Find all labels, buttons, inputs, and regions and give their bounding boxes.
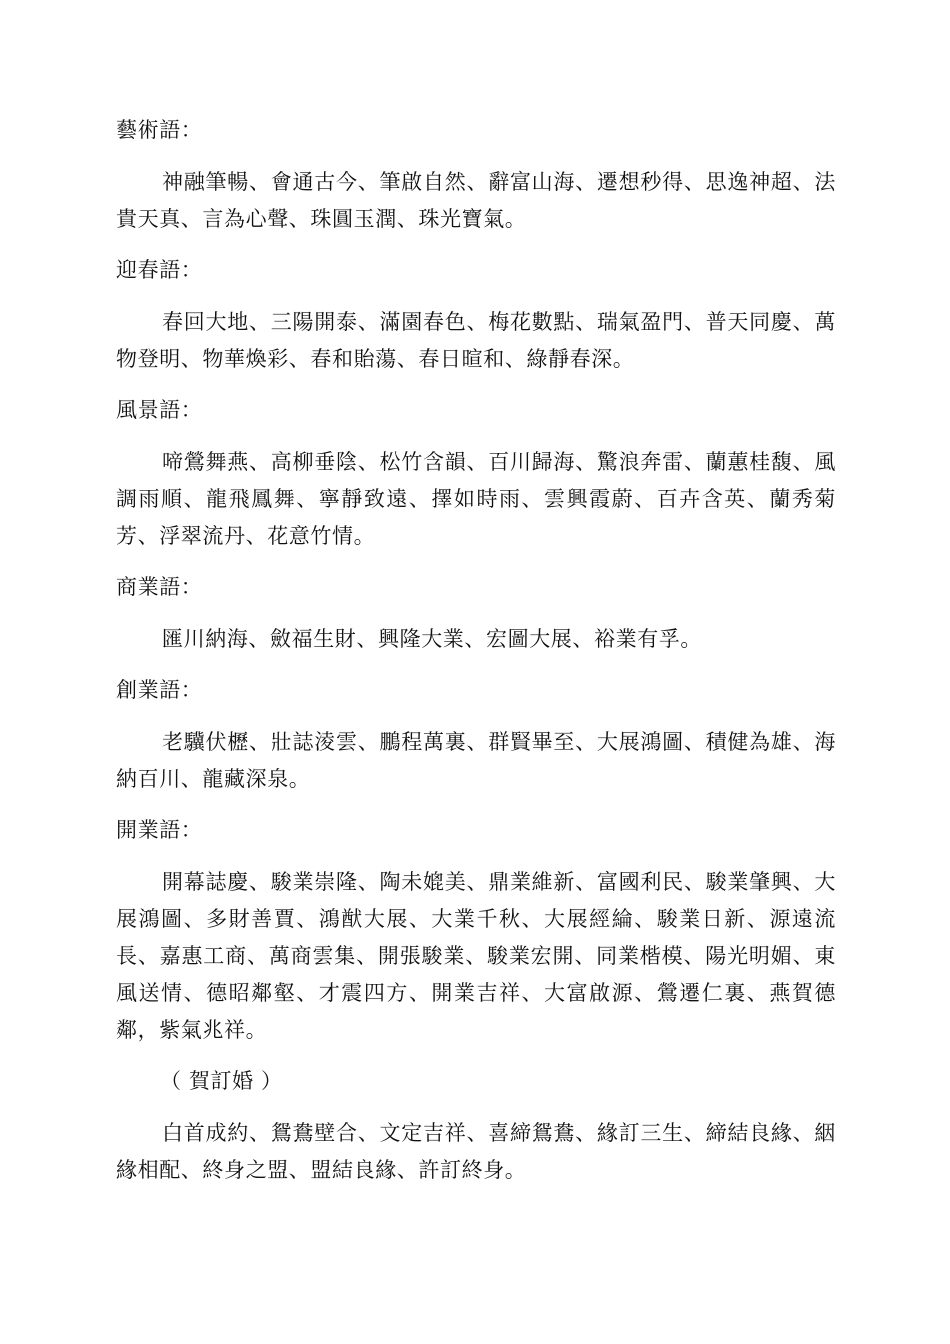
- subsection-text-engagement: 白首成約、鴛鴦壁合、文定吉祥、喜締鴛鴦、緣訂三生、締結良緣、絪緣相配、終身之盟、盟結良緣、許訂終身。: [116, 1121, 836, 1182]
- section-text-art: 神融筆暢、會通古今、筆啟自然、辭富山海、遷想秒得、思逸神超、法貴天真、言為心聲、珠圓玉潤、珠光寶氣。: [116, 170, 836, 231]
- section-heading-scenery: 風景語：: [116, 398, 203, 422]
- section-heading-startup: 創業語：: [116, 678, 203, 702]
- section-text-spring: 春回大地、三陽開泰、滿園春色、梅花數點、瑞氣盈門、普天同慶、萬物登明、物華煥彩、春和貽蕩、春日暄和、綠靜春深。: [116, 310, 836, 371]
- section-heading-art: 藝術語：: [116, 118, 203, 142]
- subsection-heading-engagement: （ 賀訂婚 ）: [160, 1069, 283, 1093]
- section-text-scenery: 啼鶯舞燕、高柳垂陰、松竹含韻、百川歸海、驚浪奔雷、蘭蕙桂馥、風調雨順、龍飛鳳舞、寧靜致遠、擇如時雨、雲興霞蔚、百卉含英、蘭秀菊芳、浮翠流丹、花意竹情。: [116, 450, 836, 548]
- section-text-opening: 開幕誌慶、駿業崇隆、陶未媲美、鼎業維新、富國利民、駿業肇興、大展鴻圖、多財善賈、鴻猷大展、大業千秋、大展經綸、駿業日新、源遠流長、嘉惠工商、萬商雲集、開張駿業、駿業宏開、同業楷模、陽光明媚、東風送情、德昭鄰壑、才震四方、開業吉祥、大富啟源、鶯遷仁裏、燕賀德鄰，紫氣兆祥。: [116, 870, 836, 1042]
- section-heading-spring: 迎春語：: [116, 258, 203, 282]
- section-heading-business: 商業語：: [116, 575, 203, 599]
- section-text-business: 匯川納海、斂福生財、興隆大業、宏圖大展、裕業有孚。: [162, 627, 702, 651]
- document-page: [116, 112, 836, 1189]
- section-text-startup: 老驥伏櫪、壯誌淩雲、鵬程萬裏、群賢畢至、大展鴻圖、積健為雄、海納百川、龍藏深泉。: [116, 730, 836, 791]
- section-heading-opening: 開業語：: [116, 818, 203, 842]
